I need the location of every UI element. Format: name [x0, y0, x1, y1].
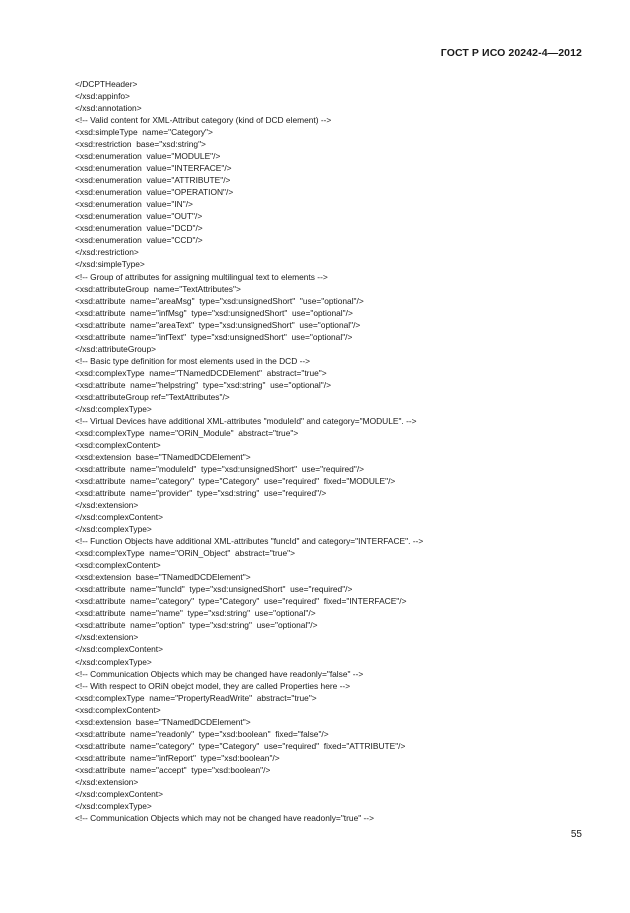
- code-line: <xsd:simpleType name="Category">: [75, 127, 213, 138]
- code-line: <xsd:enumeration value="MODULE"/>: [75, 151, 221, 162]
- code-line: <xsd:enumeration value="OPERATION"/>: [75, 187, 234, 198]
- code-line: <xsd:attribute name="accept" type="xsd:boolean"/>: [75, 764, 271, 775]
- code-line: <xsd:enumeration value="OUT"/>: [75, 211, 203, 222]
- code-line: <xsd:extension base="TNamedDCDElement">: [75, 716, 251, 727]
- code-line: </xsd:simpleType>: [75, 259, 145, 270]
- code-line: <xsd:attribute name="name" type="xsd:string" use="optional"/>: [75, 608, 316, 619]
- code-line: <xsd:enumeration value="IN"/>: [75, 199, 193, 210]
- code-line: </xsd:restriction>: [75, 247, 139, 258]
- code-line: <xsd:complexType name="TNamedDCDElement" abstract="true">: [75, 367, 327, 378]
- page-number: 55: [570, 829, 582, 840]
- code-line: <!-- Valid content for XML-Attribut category (kind of DCD element) -->: [75, 115, 332, 126]
- code-line: <xsd:complexType name="ORiN_Object" abstract="true">: [75, 548, 295, 559]
- code-line: <xsd:attributeGroup ref="TextAttributes"/>: [75, 391, 230, 402]
- code-line: </xsd:extension>: [75, 500, 139, 511]
- code-line: <xsd:complexContent>: [75, 439, 161, 450]
- code-line: <xsd:attribute name="readonly" type="xsd:boolean" fixed="false"/>: [75, 728, 329, 739]
- code-line: <xsd:attribute name="category" type="Category" use="required" fixed="INTERFACE"/>: [75, 596, 407, 607]
- xsd-code-listing: [75, 78, 575, 824]
- code-line: <xsd:attribute name="infMsg" type="xsd:unsignedShort" use="optional"/>: [75, 307, 353, 318]
- code-line: <xsd:enumeration value="ATTRIBUTE"/>: [75, 175, 231, 186]
- code-line: <xsd:complexContent>: [75, 704, 161, 715]
- code-line: </xsd:extension>: [75, 632, 139, 643]
- code-line: <!-- Group of attributes for assigning multilingual text to elements -->: [75, 271, 328, 282]
- code-line: <!-- Virtual Devices have additional XML-attributes "moduleId" and category="MODULE". -->: [75, 415, 417, 426]
- code-line: <xsd:complexType name="PropertyReadWrite" abstract="true">: [75, 692, 317, 703]
- code-line: </xsd:complexType>: [75, 524, 152, 535]
- code-line: </xsd:complexType>: [75, 403, 152, 414]
- code-line: <xsd:enumeration value="CCD"/>: [75, 235, 203, 246]
- code-line: <!-- Function Objects have additional XML-attributes "funcId" and category="INTERFACE". -->: [75, 536, 424, 547]
- code-line: <xsd:attribute name="option" type="xsd:string" use="optional"/>: [75, 620, 318, 631]
- code-line: <xsd:attribute name="category" type="Category" use="required" fixed="ATTRIBUTE"/>: [75, 740, 406, 751]
- code-line: <xsd:restriction base="xsd:string">: [75, 139, 206, 150]
- code-line: <xsd:enumeration value="INTERFACE"/>: [75, 163, 232, 174]
- code-line: <xsd:attribute name="infReport" type="xsd:boolean"/>: [75, 752, 280, 763]
- code-line: <xsd:extension base="TNamedDCDElement">: [75, 572, 251, 583]
- code-line: <xsd:attribute name="provider" type="xsd:string" use="required"/>: [75, 488, 327, 499]
- code-line: <!-- Basic type definition for most elements used in the DCD -->: [75, 355, 311, 366]
- code-line: <xsd:attribute name="category" type="Category" use="required" fixed="MODULE"/>: [75, 476, 396, 487]
- code-line: <xsd:attribute name="infText" type="xsd:unsignedShort" use="optional"/>: [75, 331, 353, 342]
- code-line: </xsd:extension>: [75, 776, 139, 787]
- code-line: <xsd:complexType name="ORiN_Module" abstract="true">: [75, 427, 299, 438]
- code-line: <xsd:complexContent>: [75, 560, 161, 571]
- code-line: <!-- Communication Objects which may not be changed have readonly="true" -->: [75, 812, 374, 823]
- code-line: </xsd:appinfo>: [75, 91, 130, 102]
- code-line: </xsd:attributeGroup>: [75, 343, 157, 354]
- code-line: </xsd:complexType>: [75, 800, 152, 811]
- code-line: </xsd:annotation>: [75, 103, 142, 114]
- code-line: </xsd:complexType>: [75, 656, 152, 667]
- page-header-standard-id: ГОСТ Р ИСО 20242-4—2012: [440, 47, 582, 59]
- code-line: <xsd:extension base="TNamedDCDElement">: [75, 451, 251, 462]
- code-line: <xsd:attribute name="helpstring" type="xsd:string" use="optional"/>: [75, 379, 331, 390]
- code-line: <xsd:attribute name="moduleId" type="xsd:unsignedShort" use="required"/>: [75, 464, 365, 474]
- code-line: <xsd:attribute name="areaText" type="xsd:unsignedShort" use="optional"/>: [75, 319, 361, 330]
- code-line: </xsd:complexContent>: [75, 512, 163, 523]
- code-line: <xsd:attribute name="areaMsg" type="xsd:unsignedShort" "use="optional"/>: [75, 295, 364, 306]
- code-line: <!-- With respect to ORiN obejct model, they are called Properties here -->: [75, 680, 351, 691]
- code-line: <xsd:attribute name="funcId" type="xsd:unsignedShort" use="required"/>: [75, 584, 353, 595]
- code-line: <!-- Communication Objects which may be changed have readonly="false" -->: [75, 668, 364, 679]
- code-line: <xsd:attributeGroup name="TextAttributes">: [75, 283, 241, 294]
- code-line: <xsd:enumeration value="DCD"/>: [75, 223, 203, 234]
- code-line: </xsd:complexContent>: [75, 788, 163, 799]
- code-line: </xsd:complexContent>: [75, 644, 163, 655]
- code-line: </DCPTHeader>: [75, 79, 138, 89]
